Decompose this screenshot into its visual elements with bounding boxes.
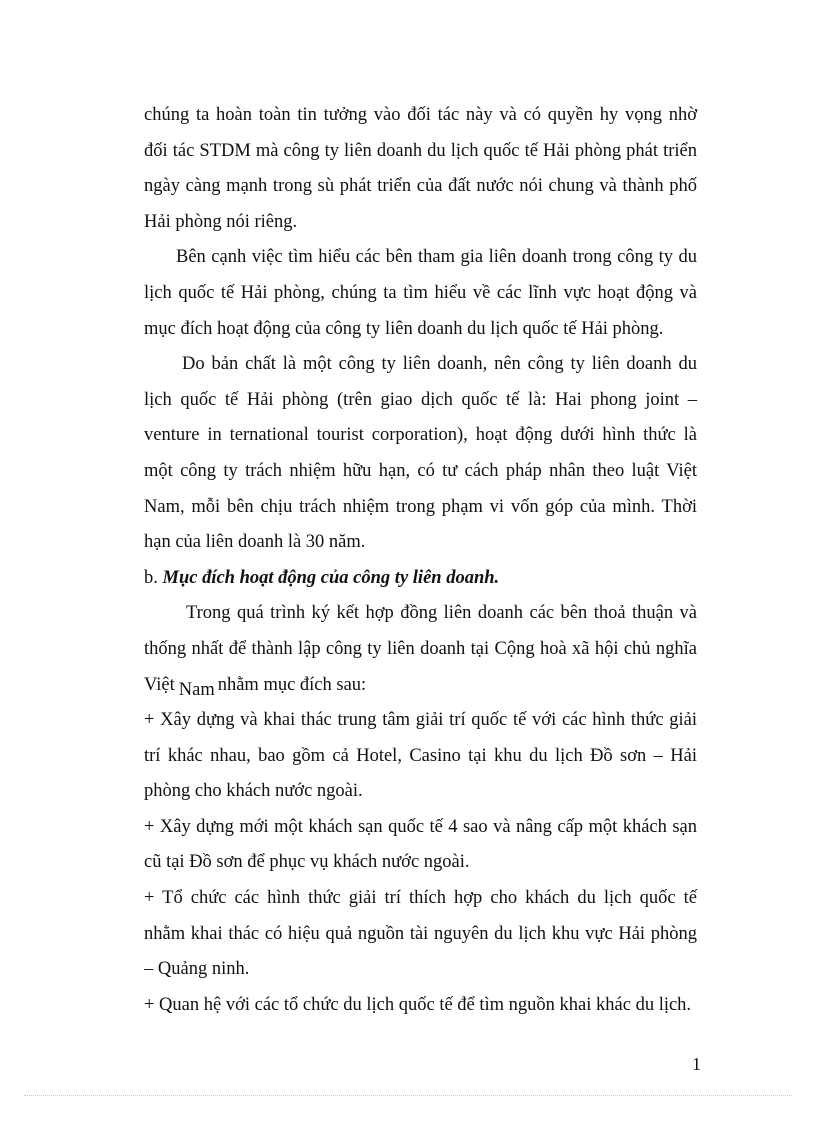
body-text bbox=[144, 98, 697, 1023]
bullet-line: + Tổ chức các hình thức giải trí thích hợp cho khách du lịch quốc tế bbox=[144, 888, 697, 909]
section-heading bbox=[144, 561, 697, 597]
text-line: hạn của liên doanh là 30 năm. bbox=[144, 532, 366, 553]
bullet-line: + Xây dựng và khai thác trung tâm giải trí quốc tế với các hình thức giải bbox=[144, 710, 697, 731]
text-line: Trong quá trình ký kết hợp đồng liên doanh các bên thoả thuận và bbox=[186, 603, 697, 624]
footer-divider bbox=[24, 1095, 792, 1096]
page-number: 1 bbox=[692, 1054, 701, 1074]
text-line bbox=[144, 668, 697, 704]
text-fragment: nhằm mục đích sau: bbox=[217, 674, 367, 695]
text-line: chúng ta hoàn toàn tin tưởng vào đối tác này và có quyền hy vọng nhờ bbox=[144, 105, 697, 125]
text-line: lịch quốc tế Hải phòng, chúng ta tìm hiểu về các lĩnh vực hoạt động và bbox=[144, 282, 697, 303]
bullet-line: + Quan hệ với các tổ chức du lịch quốc tế để tìm nguồn khai khác du lịch. bbox=[144, 994, 692, 1015]
text-line: – Quảng ninh. bbox=[144, 959, 250, 980]
subscript-word: Nam bbox=[178, 679, 215, 700]
text-line: Bên cạnh việc tìm hiểu các bên tham gia liên doanh trong công ty du bbox=[176, 247, 697, 268]
text-line: ngày càng mạnh trong sù phát triển của đất nước nói chung và thành phố bbox=[144, 176, 697, 197]
text-line: Hải phòng nói riêng. bbox=[144, 211, 298, 232]
text-line: phòng cho khách nước ngoài. bbox=[144, 781, 363, 802]
text-line: đối tác STDM mà công ty liên doanh du lịch quốc tế Hải phòng phát triển bbox=[144, 140, 697, 161]
text-line: nhằm khai thác có hiệu quả nguồn tài nguyên du lịch khu vực Hải phòng bbox=[144, 923, 697, 944]
text-fragment: Việt bbox=[144, 674, 175, 695]
text-line: Do bản chất là một công ty liên doanh, nên công ty liên doanh du bbox=[182, 354, 697, 375]
section-title: Mục đích hoạt động của công ty liên doanh. bbox=[162, 567, 500, 588]
text-line: thống nhất để thành lập công ty liên doanh tại Cộng hoà xã hội chủ nghĩa bbox=[144, 638, 697, 659]
text-line: Nam, mỗi bên chịu trách nhiệm trong phạm vi vốn góp của mình. Thời bbox=[144, 496, 697, 517]
text-line: mục đích hoạt động của công ty liên doanh du lịch quốc tế Hải phòng. bbox=[144, 318, 664, 339]
bullet-line: + Xây dựng mới một khách sạn quốc tế 4 sao và nâng cấp một khách sạn bbox=[144, 816, 697, 837]
text-line: lịch quốc tế Hải phòng (trên giao dịch quốc tế là: Hai phong joint – bbox=[144, 389, 697, 410]
text-line: trí khác nhau, bao gồm cả Hotel, Casino tại khu du lịch Đồ sơn – Hải bbox=[144, 745, 697, 766]
text-line: venture in ternational tourist corporation), hoạt động dưới hình thức là bbox=[144, 425, 697, 446]
section-prefix: b. bbox=[144, 567, 158, 588]
text-line: cũ tại Đồ sơn để phục vụ khách nước ngoài. bbox=[144, 852, 470, 873]
text-line: một công ty trách nhiệm hữu hạn, có tư cách pháp nhân theo luật Việt bbox=[144, 460, 697, 481]
